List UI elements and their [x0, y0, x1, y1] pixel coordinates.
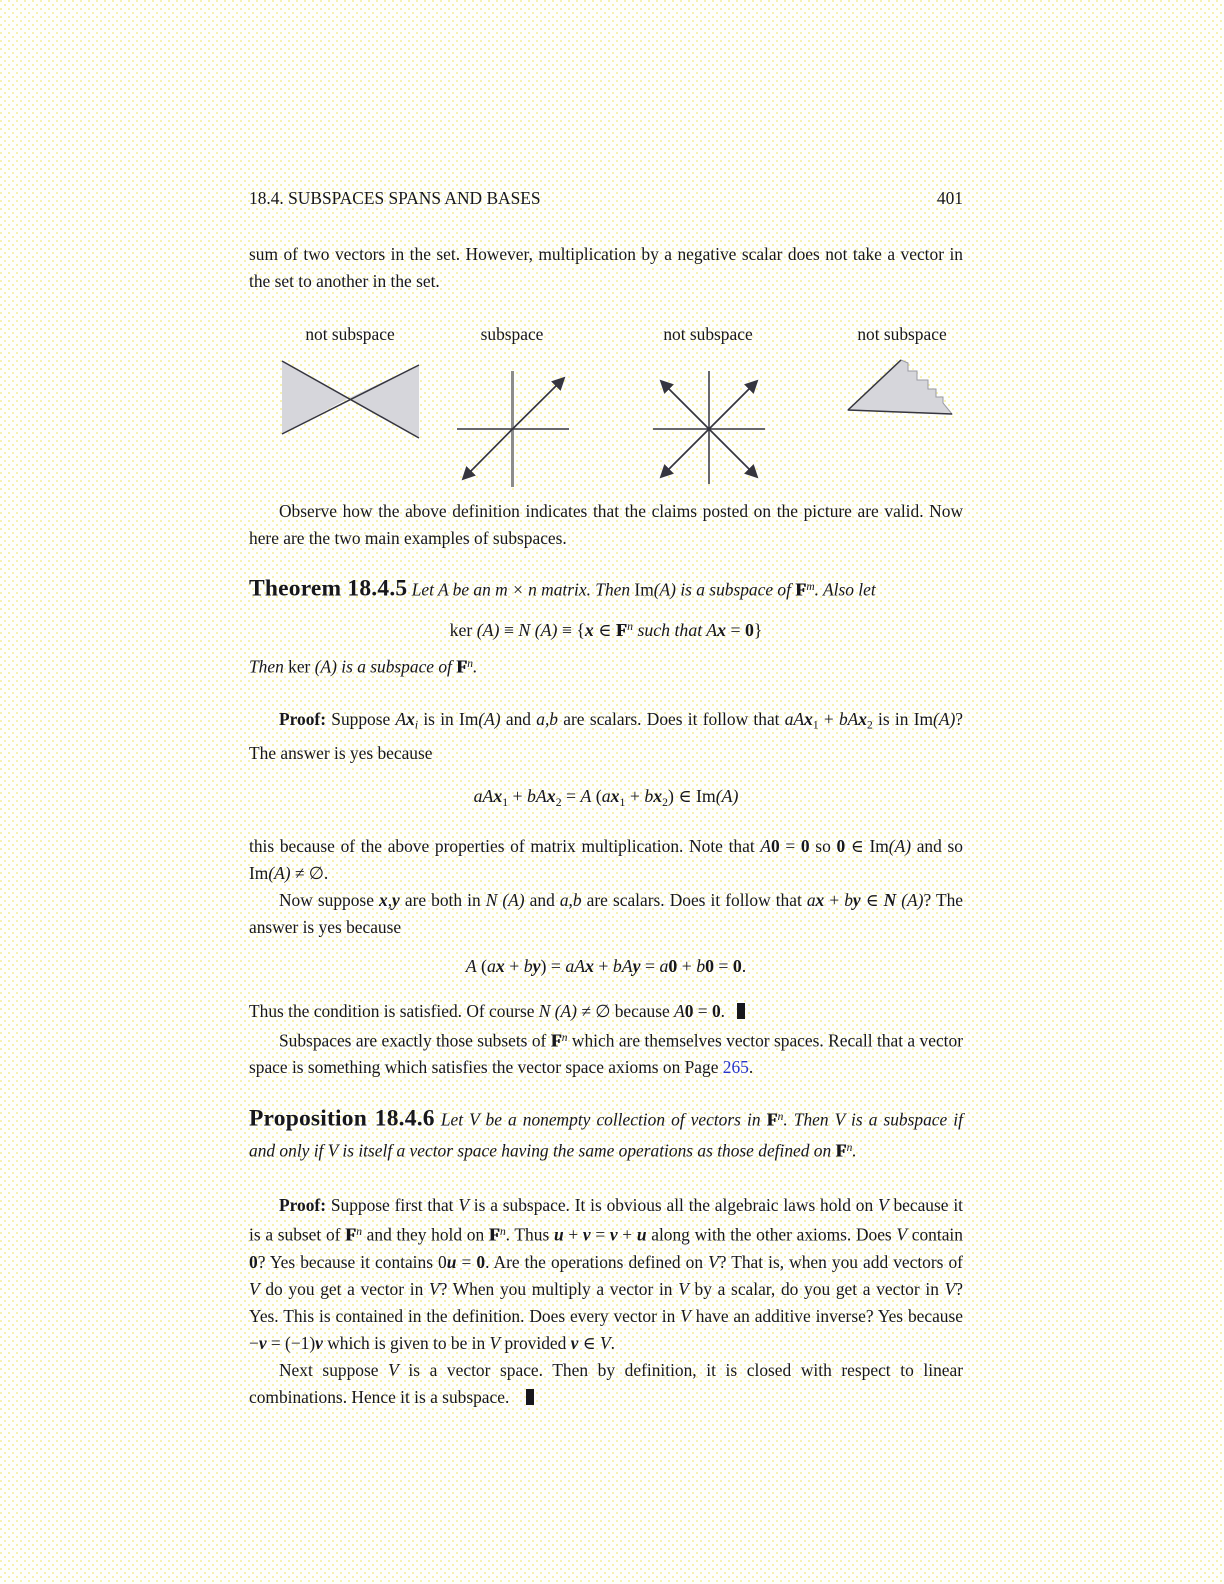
proof-theorem-paragraph: Proof: Suppose $Ax_i$ is in Im(A) and a,b are scalars. Does it follow that aAx$_1$ + bAx$_2$ is in Im(A)? The answer is yes because	[249, 709, 963, 763]
section-heading: 18.4. SUBSPACES SPANS AND BASES	[249, 188, 541, 208]
equation-nullspace-closure: A (ax + by) = aAx + bAy = a0 + b0 = 0.	[465, 955, 747, 976]
page-header	[249, 187, 963, 209]
qed-marker	[737, 1003, 745, 1019]
page-265-link[interactable]: 265	[722, 1057, 749, 1078]
paragraph-now-suppose: Now suppose x,y are both in N (A) and a,b are scalars. Does it follow that ax + by ∈ N (A)? The answer is yes because	[249, 889, 963, 937]
figure-bowtie	[275, 323, 425, 446]
text-column	[249, 187, 963, 1411]
line-through-origin-diagram	[450, 354, 575, 489]
subspace-figures-row	[249, 323, 963, 495]
theorem-number: Theorem 18.4.5	[249, 575, 408, 602]
qed-marker	[526, 1389, 534, 1405]
figure-not-subspace-label: not subspace	[663, 324, 753, 344]
theorem-conclusion: Then ker (A) is a subspace of $F^n$.	[249, 656, 478, 677]
page-number: 401	[936, 188, 963, 208]
paragraph-intro: sum of two vectors in the set. However, multiplication by a negative scalar does not take a vector in the set to another in the set.	[249, 244, 963, 291]
union-of-lines-diagram	[646, 354, 771, 489]
paragraph-next-suppose: Next suppose V is a vector space. Then by definition, it is closed with respect to linear combinations. Hence it is a subspace.	[249, 1359, 964, 1407]
bowtie-region-diagram	[278, 354, 423, 446]
proposition-18-4-6: Proposition 18.4.6 Let V be a nonempty collection of vectors in $F^n$. Then V is a subspace if and only if V is itself a vector space having the same operations as those defined on $F^n$.	[249, 1106, 963, 1161]
paragraph-this-because: this because of the above properties of matrix multiplication. Note that A0 = 0 so 0 ∈ Im(A) and so Im(A) ≠ ∅.	[249, 835, 963, 883]
staircase-region-diagram	[842, 354, 962, 426]
equation-kernel-definition: ker (A) ≡ N (A) ≡ {x ∈ $F^n$ such that Ax = 0}	[449, 619, 763, 640]
proof-proposition-paragraph: Proof: Suppose first that V is a subspace. It is obvious all the algebraic laws hold on V because it is a subset of $F^n$ and they hold on $F^n$. Thus u + v = v + u along with the other axioms. Does V contain 0? Yes because it contains 0u = 0. Are the operations defined on V? That is, when you add vectors of V do you get a vector in V? When you multiply a vector in V by a scalar, do you get a vector in V? Yes. This is contained in the definition. Does every vector in V have an additive inverse? Yes because −v = (−1)v which is given to be in V provided v ∈ V.	[249, 1194, 963, 1353]
figure-staircase-region	[839, 323, 965, 426]
paragraph-thus-condition: Thus the condition is satisfied. Of course N (A) ≠ ∅ because A0 = 0.	[249, 998, 963, 1025]
equation-image-closure: aAx$_1$ + bAx$_2$ = A $(ax_1 + bx_2)$ ∈ Im(A)	[473, 786, 739, 809]
figure-subspace-label: subspace	[480, 324, 544, 344]
figure-line-through-origin	[449, 323, 575, 489]
figure-staircase-label: not subspace	[857, 324, 947, 344]
paragraph-subspaces-recall: Subspaces are exactly those subsets of $F^n$ which are themselves vector spaces. Recall that a vector space is something which satisfies the vector space axioms on Page 265.	[249, 1030, 963, 1078]
paragraph-observe: Observe how the above definition indicates that the claims posted on the picture are valid. Now here are the two main examples of subspaces.	[249, 501, 963, 548]
proposition-number: Proposition 18.4.6	[249, 1106, 435, 1133]
figure-union-of-lines	[645, 323, 771, 489]
figure-bowtie-label: not subspace	[305, 324, 395, 344]
theorem-18-4-5: Theorem 18.4.5 Let A be an m × n matrix. Then Im(A) is a subspace of $F^m$. Also let	[249, 575, 876, 602]
